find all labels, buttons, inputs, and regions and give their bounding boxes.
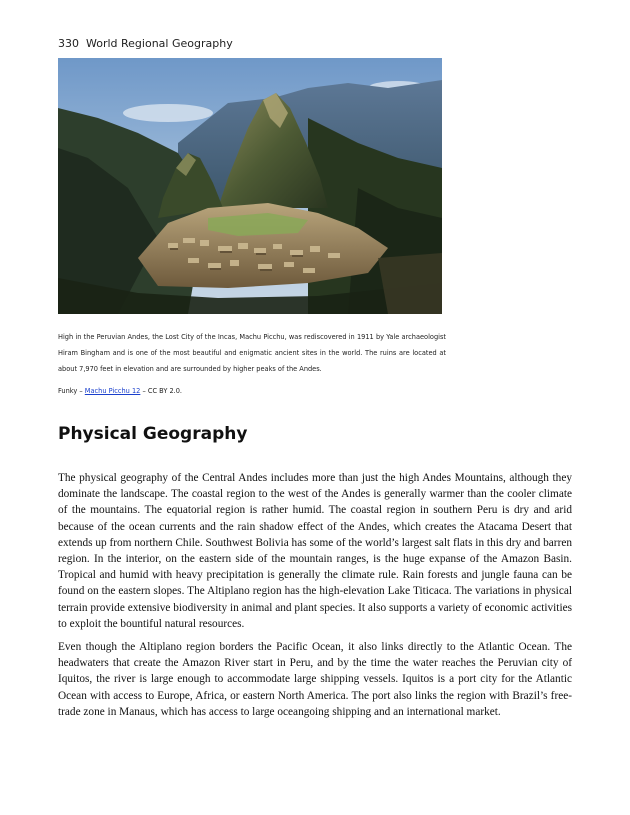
- credit-author: Funky: [58, 387, 78, 395]
- figure-credit: [58, 383, 182, 399]
- page-number: 330: [58, 37, 79, 50]
- section-heading: Physical Geography: [58, 424, 248, 444]
- machu-picchu-photo: [58, 58, 442, 314]
- body-paragraph: The physical geography of the Central Andes includes more than just the high Andes Mountains, although they dominate the landscape. The coastal region to the west of the Andes is generally warmer than the cooler climate of the mountains. The equatorial region is rather humid. The coastal region in southern Peru is dry and arid because of the ocean currents and the rain shadow effect of the Andes, which creates the Atacama Desert that extends up from northern Chile. Southwest Bolivia has some of the world’s largest salt flats in this dry and barren region. In the interior, on the eastern side of the mountain ranges, is the huge expanse of the Amazon Basin. Tropical and humid with heavy precipitation is generally the climate rule. Rain forests and jungle fauna can be found on the eastern slopes. The Altiplano region has the high-elevation Lake Titicaca. The variations in physical terrain provide extensive biodiversity in animal and plant species. It also supports a variety of economic activities to exploit the bountiful natural resources.: [58, 472, 572, 630]
- body-paragraph: Even though the Altiplano region borders the Pacific Ocean, it also links directly to the Atlantic Ocean. The headwaters that create the Amazon River start in Peru, and by the time the water reaches the Peruvian city of Iquitos, the river is large enough to accommodate large shipping vessels. Iquitos is a port city for the Atlantic Ocean with access to Europe, Africa, or eastern North America. The port also links the region with Brazil’s free-trade zone in Manaus, which has access to large oceangoing shipping and an international market.: [58, 641, 572, 718]
- credit-license: CC BY 2.0.: [147, 387, 183, 395]
- credit-separator: –: [77, 387, 85, 395]
- book-title: World Regional Geography: [86, 37, 233, 50]
- figure-caption: High in the Peruvian Andes, the Lost City of the Incas, Machu Picchu, was rediscovered in 1911 by Yale archaeologist Hiram Bingham and is one of the most beautiful and enigmatic ancient sites in the world. The ruins are located at about 7,970 feet in elevation and are surrounded by higher peaks of the Andes.: [58, 333, 446, 373]
- credit-separator: –: [140, 387, 148, 395]
- page-header: [58, 37, 233, 50]
- credit-source-link[interactable]: Machu Picchu 12: [84, 387, 141, 395]
